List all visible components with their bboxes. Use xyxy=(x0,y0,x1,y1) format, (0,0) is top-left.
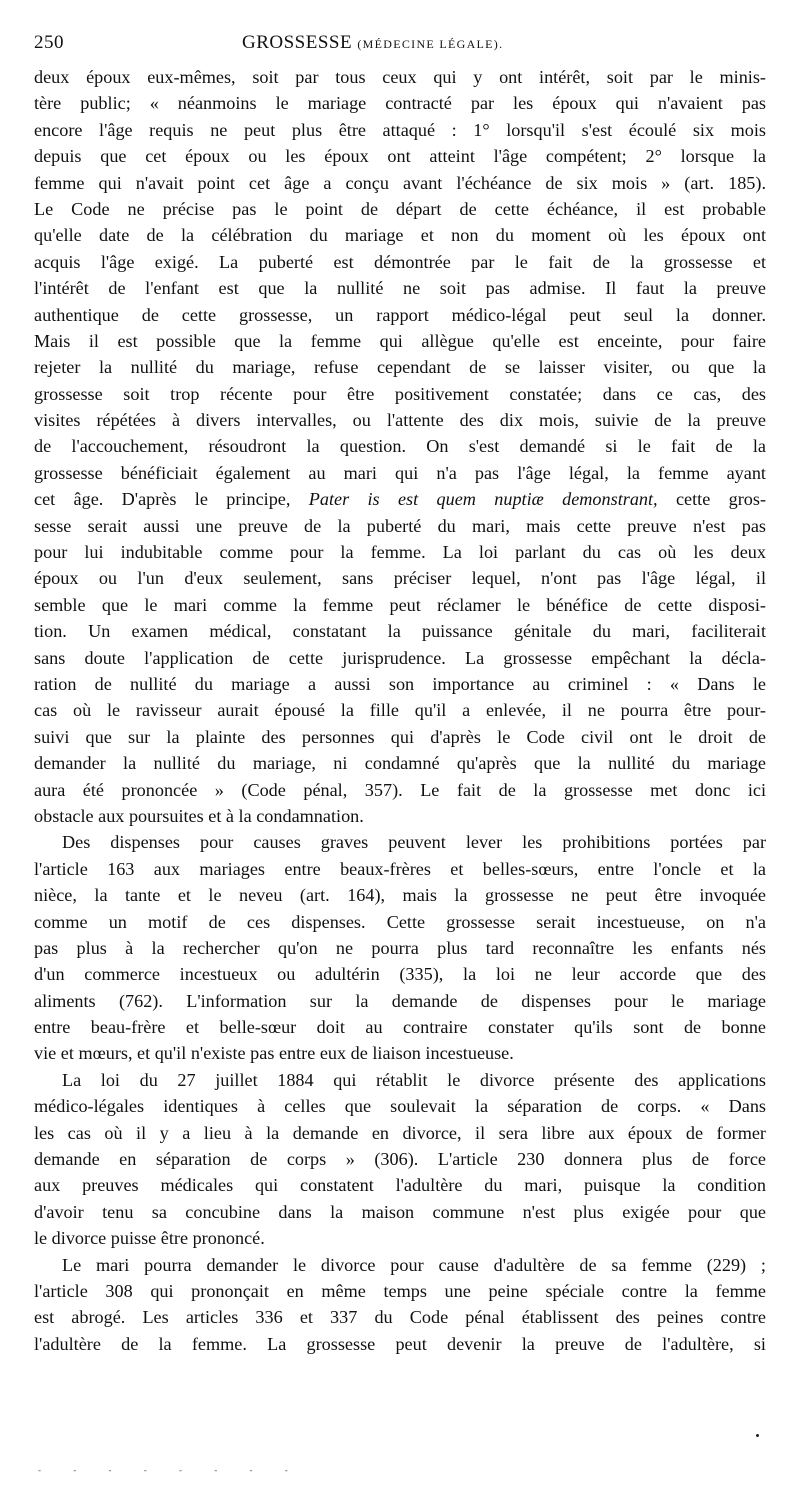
text-line: sans doute l'application de cette jurisprudence. La grossesse empêchant la décla- xyxy=(34,647,766,668)
text-line: tère public; « néanmoins le mariage contracté par les époux qui n'avaient pas xyxy=(34,93,766,114)
paragraph-first-line: Le mari pourra demander le divorce pour cause d'adultère de sa femme (229) ; xyxy=(62,1254,766,1275)
text-line: visites répétées à divers intervalles, ou l'attente des dix mois, suivie de la preuve xyxy=(34,410,766,431)
text-line: ration de nullité du mariage a aussi son importance au criminel : « Dans le xyxy=(34,673,766,694)
page-number: 250 xyxy=(34,32,64,53)
paragraph-divorce-law xyxy=(34,1067,766,1252)
running-title xyxy=(242,28,503,59)
text-line: Le Code ne précise pas le point de départ de cette échéance, il est probable xyxy=(34,198,766,219)
text-line: demande en séparation de corps » (306). L'article 230 donnera plus de force xyxy=(34,1149,766,1170)
page-body-text xyxy=(34,64,766,1357)
text-line: l'intérêt de l'enfant est que la nullité ne soit pas admise. Il faut la preuve xyxy=(34,278,766,299)
text-line: les cas où il y a lieu à la demande en divorce, il sera libre aux époux de former xyxy=(34,1122,766,1143)
text-line: de l'accouchement, résoudront la question. On s'est demandé si le fait de la xyxy=(34,436,766,457)
text-line: encore l'âge requis ne peut plus être attaqué : 1° lorsqu'il s'est écoulé six mois xyxy=(34,119,766,140)
text-line: semble que le mari comme la femme peut réclamer le bénéfice de cette disposi- xyxy=(34,594,766,615)
text-line: qu'elle date de la célébration du mariage et non du moment où les époux ont xyxy=(34,225,766,246)
text-line: vie et mœurs, et qu'il n'existe pas entre eux de liaison incestueuse. xyxy=(34,1043,514,1064)
text-line: rejeter la nullité du mariage, refuse cependant de se laisser visiter, ou que la xyxy=(34,357,766,378)
text-line: aliments (762). L'information sur la demande de dispenses pour le mariage xyxy=(34,990,766,1011)
text-line-with-italic-latin: cet âge. D'après le principe, Pater is est quem nuptiæ demonstrant, cette gros- xyxy=(34,489,766,510)
text-line: pour lui indubitable comme pour la femme. La loi parlant du cas où les deux xyxy=(34,542,766,563)
text-line: tion. Un examen médical, constatant la puissance génitale du mari, faciliterait xyxy=(34,621,766,642)
text-line: acquis l'âge exigé. La puberté est démontrée par le fait de la grossesse et xyxy=(34,251,766,272)
paragraph-dispensations xyxy=(34,829,766,1067)
text-line: l'adultère de la femme. La grossesse peut devenir la preuve de l'adultère, si xyxy=(34,1333,766,1354)
text-line: aux preuves médicales qui constatent l'adultère du mari, puisque la condition xyxy=(34,1175,766,1196)
text-line: d'avoir tenu sa concubine dans la maison commune n'est plus exigée pour que xyxy=(34,1201,766,1222)
text-line: époux ou l'un d'eux seulement, sans préciser lequel, n'ont pas l'âge légal, il xyxy=(34,568,766,589)
text-line: depuis que cet époux ou les époux ont atteint l'âge compétent; 2° lorsque la xyxy=(34,146,766,167)
text-line: est abrogé. Les articles 336 et 337 du Code pénal établissent des peines contre xyxy=(34,1307,766,1328)
text-line: authentique de cette grossesse, un rapport médico-légal peut seul la donner. xyxy=(34,304,766,325)
text-line: aura été prononcée » (Code pénal, 357). Le fait de la grossesse met donc ici xyxy=(34,779,766,800)
paragraph-first-line: La loi du 27 juillet 1884 qui rétablit le divorce présente des applications xyxy=(62,1069,766,1090)
text-line: l'article 308 qui prononçait en même temps une peine spéciale contre la femme xyxy=(34,1280,766,1301)
running-title-main: GROSSESSE xyxy=(242,32,353,53)
paragraph-adultery xyxy=(34,1252,766,1358)
text-line: obstacle aux poursuites et à la condamnation. xyxy=(34,805,364,826)
paragraph-first-line: Des dispenses pour causes graves peuvent lever les prohibitions portées par xyxy=(62,832,766,853)
text-line: nièce, la tante et le neveu (art. 164), mais la grossesse ne peut être invoquée xyxy=(34,885,766,906)
text-line: entre beau-frère et belle-sœur doit au contraire constater qu'ils sont de bonne xyxy=(34,1017,766,1038)
scan-artifact-marks: - - - - - - - - xyxy=(38,1465,303,1475)
text-line: médico-légales identiques à celles que soulevait la séparation de corps. « Dans xyxy=(34,1096,766,1117)
text-line: d'un commerce incestueux ou adultérin (335), la loi ne leur accorde que des xyxy=(34,964,766,985)
text-line: pas plus à la rechercher qu'on ne pourra plus tard reconnaître les enfants nés xyxy=(34,937,766,958)
text-line: suivi que sur la plainte des personnes qui d'après le Code civil ont le droit de xyxy=(34,726,766,747)
text-line: femme qui n'avait point cet âge a conçu avant l'échéance de six mois » (art. 185). xyxy=(34,172,766,193)
text-line: l'article 163 aux mariages entre beaux-frères et belles-sœurs, entre l'oncle et la xyxy=(34,858,766,879)
text-line: grossesse soit trop récente pour être positivement constatée; dans ce cas, des xyxy=(34,383,766,404)
text-line: Mais il est possible que la femme qui allègue qu'elle est enceinte, pour faire xyxy=(34,330,766,351)
running-header xyxy=(34,28,770,58)
paragraph-marriage-nullity xyxy=(34,64,766,829)
text-line: le divorce puisse être prononcé. xyxy=(34,1228,265,1249)
text-line: demander la nullité du mariage, ni condamné qu'après que la nullité du mariage xyxy=(34,753,766,774)
text-line: grossesse bénéficiait également au mari qui n'a pas l'âge légal, la femme ayant xyxy=(34,462,766,483)
text-line: deux époux eux-mêmes, soit par tous ceux qui y ont intérêt, soit par le minis- xyxy=(34,67,766,87)
text-line: comme un motif de ces dispenses. Cette grossesse serait incestueuse, on n'a xyxy=(34,911,766,932)
italic-latin-maxim: Pater is est quem nuptiæ demonstrant, xyxy=(308,489,658,510)
text-line: sesse serait aussi une preuve de la puberté du mari, mais cette preuve n'est pas xyxy=(34,515,766,536)
text-line: cas où le ravisseur aurait épousé la fille qu'il a enlevée, il ne pourra être pour- xyxy=(34,700,766,721)
scan-speck xyxy=(756,1434,759,1437)
running-title-subtitle: (MÉDECINE LÉGALE). xyxy=(357,37,504,51)
